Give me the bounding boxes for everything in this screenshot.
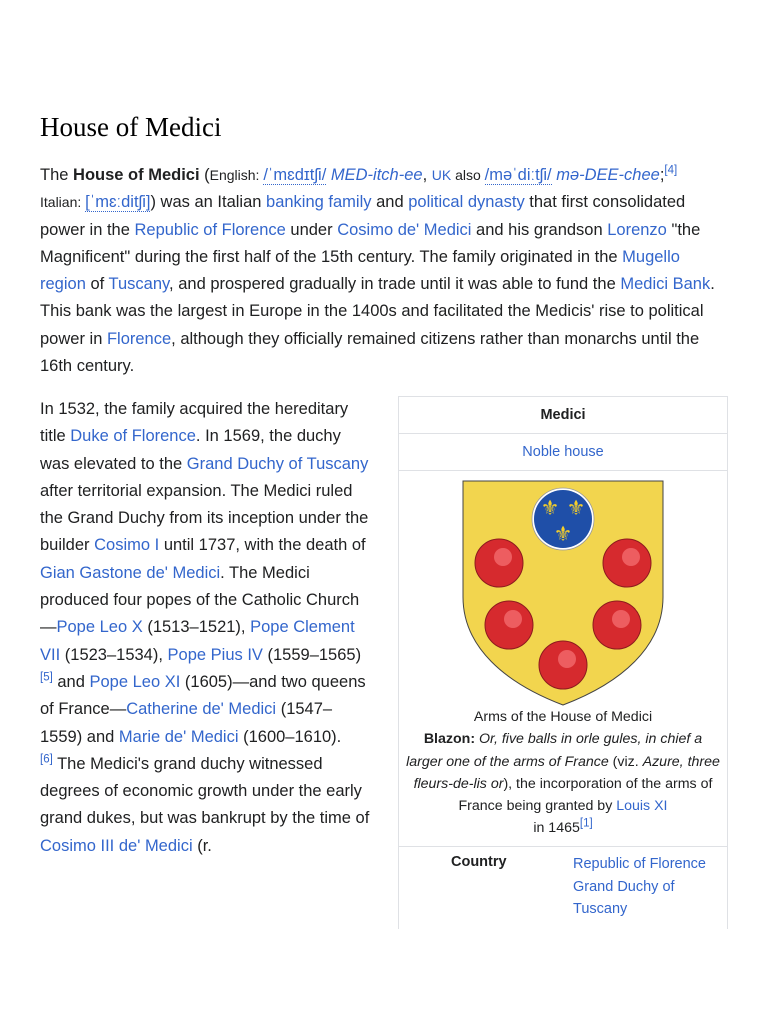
pope-leo-x-link[interactable]: Pope Leo X (56, 618, 143, 637)
ref-5-link[interactable]: [5] (40, 671, 53, 684)
uk-link[interactable]: UK (431, 167, 452, 183)
marie-de-medici-link[interactable]: Marie de' Medici (118, 727, 239, 746)
roundel-of-france (532, 488, 594, 550)
banking-family-link[interactable]: banking family (266, 193, 372, 212)
country-label: Country (451, 854, 507, 870)
infobox-caption: Arms of the House of Medici Blazon: Or, five balls in orle gules, in chief a larger one of the arms of France (viz. Azure, three fleurs-de-lis or), the incorporation of the arms of France being granted by Louis XI in 1465[1] (406, 709, 720, 837)
infobox-divider (399, 846, 727, 847)
infobox-subtitle (399, 434, 727, 471)
cosimo-i-link[interactable]: Cosimo I (94, 536, 160, 555)
country-grand-duchy-of-tuscany-link[interactable]: Grand Duchy of Tuscany (573, 878, 675, 917)
respelling-english-link[interactable]: MED-itch-ee (330, 166, 423, 184)
svg-text:⚜: ⚜ (540, 496, 560, 520)
svg-text:⚜: ⚜ (566, 496, 586, 520)
coat-of-arms-image[interactable] (461, 479, 665, 707)
florence-link[interactable]: Florence (106, 329, 172, 348)
duke-of-florence-link[interactable]: Duke of Florence (70, 427, 196, 446)
political-dynasty-link[interactable]: political dynasty (408, 193, 525, 212)
ref-6-link[interactable]: [6] (40, 753, 53, 766)
tuscany-link[interactable]: Tuscany (108, 275, 170, 294)
ipa-uk-link[interactable]: /məˈdiːtʃi/ (484, 166, 552, 184)
respelling-uk-link[interactable]: mə-DEE-chee (556, 166, 660, 184)
mugello-region-link[interactable]: Mugello region (40, 247, 680, 294)
history-paragraph: In 1532, the family acquired the hereditary title Duke of Florence. In 1569, the duchy was elevated to the Grand Duchy of Tuscany after territorial expansion. The Medici ruled the Grand Duchy from its inception under the builder Cosimo I until 1737, with the death of Gian Gastone de' Medici. The Medici produced four popes of the Catholic Church—Pope Leo X (1513–1521), Pope Clement VII (1523–1534), Pope Pius IV (1559–1565)[5] and Pope Leo XI (1605)—and two queens of France—Catherine de' Medici (1547–1559) and Marie de' Medici (1600–1610). [6] The Medici's grand duchy witnessed degrees of economic growth under the early grand dukes, but was bankrupt by the time of Cosimo III de' Medici (r. (40, 400, 370, 855)
pope-pius-iv-link[interactable]: Pope Pius IV (167, 645, 263, 664)
catherine-de-medici-link[interactable]: Catherine de' Medici (126, 700, 277, 719)
ref-1-link[interactable]: [1] (579, 817, 593, 830)
blazon-label: Blazon: (423, 731, 476, 748)
ref-4-link[interactable]: [4] (664, 164, 678, 177)
ipa-italian-link[interactable]: [ˈmɛːditʃi] (85, 193, 151, 212)
pope-leo-xi-link[interactable]: Pope Leo XI (89, 672, 181, 691)
cosimo-iii-link[interactable]: Cosimo III de' Medici (40, 836, 193, 855)
svg-text:⚜: ⚜ (553, 522, 573, 546)
infobox-title: Medici (399, 397, 727, 434)
infobox (398, 396, 728, 929)
page-title: House of Medici (40, 112, 222, 142)
country-republic-of-florence-link[interactable]: Republic of Florence (573, 856, 706, 872)
grand-duchy-of-tuscany-link[interactable]: Grand Duchy of Tuscany (186, 454, 369, 473)
medici-bank-link[interactable]: Medici Bank (620, 275, 711, 294)
article-subject: House of Medici (73, 166, 200, 184)
pope-clement-vii-link[interactable]: Pope Clement VII (40, 618, 355, 664)
gian-gastone-link[interactable]: Gian Gastone de' Medici (40, 563, 221, 582)
cosimo-de-medici-link[interactable]: Cosimo de' Medici (337, 220, 472, 239)
ipa-english-link[interactable]: /ˈmɛdɪtʃi/ (263, 166, 327, 184)
caption-title: Arms of the House of Medici (473, 709, 653, 725)
country-values (573, 853, 723, 921)
republic-of-florence-link[interactable]: Republic of Florence (134, 220, 286, 239)
louis-xi-link[interactable]: Louis XI (616, 798, 668, 815)
noble-house-link[interactable]: Noble house (522, 444, 604, 460)
lorenzo-link[interactable]: Lorenzo (607, 220, 667, 239)
intro-paragraph: The House of Medici (English: /ˈmɛdɪtʃi/ MED-itch-ee, UK also /məˈdiːtʃi/ mə-DEE-chee;[4] Italian: [ˈmɛːditʃi]) was an Italian banking family and political dynasty that first consolidated power in the Republic of Florence under Cosimo de' Medici and his grandson Lorenzo "the Magnificent" during the first half of the 15th century. The family originated in the Mugello region of Tuscany, and prospered gradually in trade until it was able to fund the Medici Bank. This bank was the largest in Europe in the 1400s and facilitated the Medicis' rise to political power in Florence, although they officially remained citizens rather than monarchs until the 16th century. (40, 164, 715, 376)
